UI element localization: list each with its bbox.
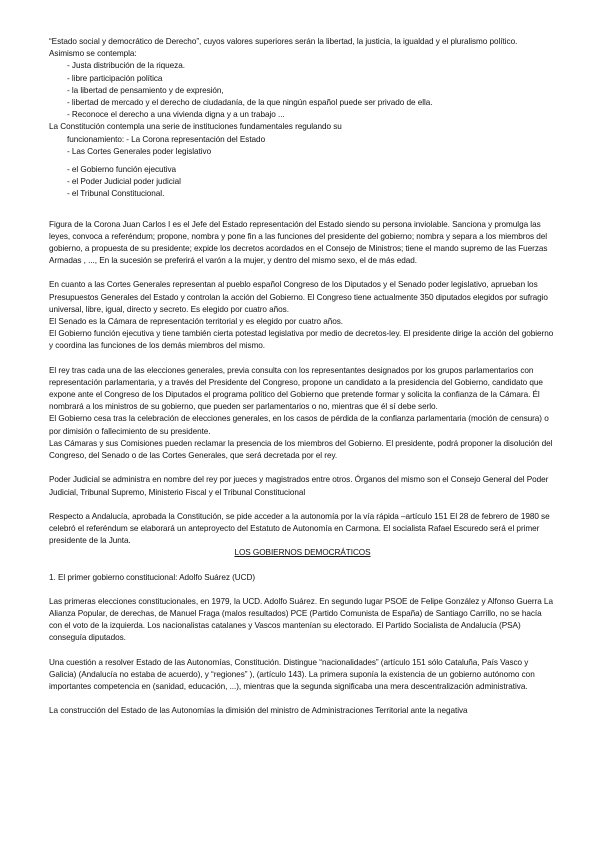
list-item: - Reconoce el derecho a una vivienda digna y a un trabajo ... (67, 110, 285, 120)
spacer (49, 267, 556, 279)
spacer (49, 353, 556, 365)
cortes-paragraph: En cuanto a las Cortes Generales representan al pueblo español Congreso de los Diputados y el Senado poder legislativo, aprueban los Presupuestos Generales del Estado y controlan la acción del Gobierno. El Congreso tiene actualmente 350 diputados elegidos por sufragio universal, libre, igual, directo y secreto. Es elegido por cuatro años. (49, 280, 548, 314)
senado-paragraph: El Senado es la Cámara de representación territorial y es elegido por cuatro años. (49, 317, 344, 327)
rey-paragraph: El rey tras cada una de las elecciones generales, previa consulta con los representantes designados por los grupos parlamentarios con representación parlamentaria, y a través del Presidente del Congreso, propone un candidato a la presidencia del Gobierno, candidato que expone ante el Congreso de los Diputados el programa político del Gobierno que pretende formar y solicita la confianza de la Cámara. Él nombrará a los ministros de su gobierno, que pueden ser parlamentarios o no, mientras que él sí debe serlo. (49, 365, 543, 412)
andalucia-paragraph: Respecto a Andalucía, aprobada la Constitución, se pide acceder a la autonomía por la vía rápida –artículo 151 El 28 de febrero de 1980 se celebró el referéndum se elaborará un anteproyecto del Estatuto de Autonomía en Carmona. El socialista Rafael Escuredo será el primer presidente de la Junta. (49, 511, 550, 546)
instituciones-list (49, 164, 556, 201)
camaras-paragraph: Las Cámaras y sus Comisiones pueden reclamar la presencia de los miembros del Gobierno. El presidente, podrá proponer la disolución del Congreso, del Senado o de las Cortes Generales, que será decretada por el rey. (49, 438, 553, 461)
list-item: - el Tribunal Constitucional. (67, 189, 165, 199)
spacer (49, 560, 556, 572)
list-item: - libre participación política (67, 73, 163, 83)
list-item: - la libertad de pensamiento y de expresión, (67, 85, 224, 95)
contempla-list (49, 60, 556, 121)
instituciones-corona: funcionamiento: - La Corona representación del Estado (67, 134, 266, 144)
list-item: - el Gobierno función ejecutiva (67, 165, 177, 175)
list-item: - el Poder Judicial poder judicial (67, 177, 181, 187)
section-heading: LOS GOBIERNOS DEMOCRÁTICOS (234, 548, 371, 558)
spacer (49, 499, 556, 511)
elecciones-paragraph: Las primeras elecciones constitucionales, en 1979, la UCD. Adolfo Suárez. En segundo lugar PSOE de Felipe González y Alfonso Guerra La Alianza Popular, de derechas, de Manuel Fraga (malos resultados) PCE (Partido Comunista de España) de Santiago Carrillo, no se hacía con el voto de la izquierda. Los nacionalistas catalanes y Vascos mantenían su electorado. El Partido Socialista de Andalucía (PSA) conseguía diputados. (49, 596, 553, 643)
instituciones-cortes: - Las Cortes Generales poder legislativo (67, 146, 212, 156)
corona-paragraph: Figura de la Corona Juan Carlos I es el Jefe del Estado representación del Estado siendo su persona inviolable. Sanciona y promulga las leyes, convoca a referéndum; propone, nombra y pone fin a las funciones del presidente del gobierno; nombra y separa a los miembros del gobierno, a propuesta de su presidente; expide los decretos acordados en el Consejo de Ministros; tiene el mando supremo de las Fuerzas Armadas , ..., En la sucesión se preferirá el varón a la mujer, y dentro del mismo sexo, el de más edad. (49, 219, 548, 266)
list-item: - libertad de mercado y el derecho de ciudadanía, de la que ningún español puede ser privado de ella. (67, 98, 433, 108)
asimismo-line: Asimismo se contempla: (49, 49, 137, 59)
construccion-paragraph: La construcción del Estado de las Autonomías la dimisión del ministro de Administraciones Territorial ante la negativa (49, 706, 468, 716)
cuestion-paragraph: Una cuestión a resolver Estado de las Autonomías, Constitución. Distingue “nacionalidades” (artículo 151 sólo Cataluña, País Vasco y Galicia) (Andalucía no estaba de acuerdo), y “regiones” ), (artículo 143). La primera suponía la existencia de un gobierno autónomo con importantes competencia en (sanidad, educación, ...), mientras que la segunda significaba una mera descentralización administrativa. (49, 657, 535, 691)
spacer (49, 201, 556, 219)
spacer (49, 693, 556, 705)
list-item: - Justa distribución de la riqueza. (67, 61, 185, 71)
gobierno-paragraph: El Gobierno función ejecutiva y tiene también cierta potestad legislativa por medio de decretos-ley. El presidente dirige la acción del gobierno y coordina las funciones de los demás miembros del mismo. (49, 329, 554, 351)
intro-line: “Estado social y democrático de Derecho”, cuyos valores superiores serán la libertad, la justicia, la igualdad y el pluralismo político. (49, 37, 518, 46)
spacer (49, 645, 556, 657)
spacer (49, 462, 556, 474)
spacer (49, 584, 556, 596)
instituciones-line: La Constitución contempla una serie de instituciones fundamentales regulando su (49, 122, 342, 132)
cese-paragraph: El Gobierno cesa tras la celebración de elecciones generales, en los casos de pérdida de la confianza parlamentaria (moción de censura) o por dimisión o fallecimiento de su presidente. (49, 414, 549, 436)
section1-title: 1. El primer gobierno constitucional: Adolfo Suárez (UCD) (49, 572, 256, 582)
judicial-paragraph: Poder Judicial se administra en nombre del rey por jueces y magistrados entre otros. Órganos del mismo son el Consejo General del Poder Judicial, Tribunal Supremo, Ministerio Fiscal y el Tribunal Constitucional (49, 475, 549, 497)
